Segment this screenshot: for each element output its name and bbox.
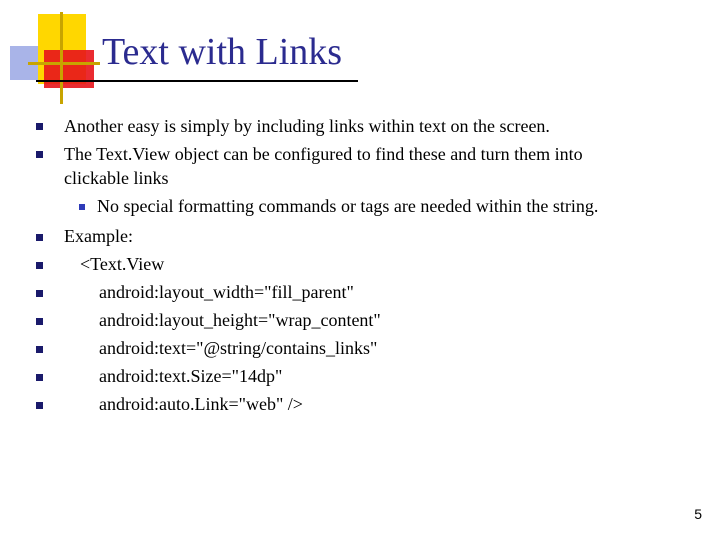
bullet-marker (36, 290, 43, 297)
bullet-marker (36, 318, 43, 325)
bullet-marker (36, 123, 43, 130)
bullet-marker (36, 346, 43, 353)
code-line: android:layout_height="wrap_content" (99, 310, 381, 330)
code-line: android:text="@string/contains_links" (99, 338, 378, 358)
sub-bullet-text: No special formatting commands or tags are needed within the string. (97, 196, 599, 216)
bullet-text: The Text.View object can be configured to find these and turn them into (64, 144, 583, 164)
slide-title: Text with Links (102, 31, 343, 73)
bullet-text: Another easy is simply by including links within text on the screen. (64, 116, 550, 136)
bullet-text-continued: clickable links (64, 168, 169, 188)
bullet-text: Example: (64, 226, 133, 246)
code-line: android:layout_width="fill_parent" (99, 282, 354, 302)
code-line: android:auto.Link="web" /> (99, 394, 303, 414)
bullet-marker (36, 402, 43, 409)
bullet-marker (36, 374, 43, 381)
code-line: <Text.View (80, 254, 165, 274)
sub-bullet-marker (79, 204, 85, 210)
bullet-marker (36, 234, 43, 241)
bullet-marker (36, 262, 43, 269)
page-number: 5 (694, 506, 702, 522)
code-line: android:text.Size="14dp" (99, 366, 283, 386)
bullet-marker (36, 151, 43, 158)
